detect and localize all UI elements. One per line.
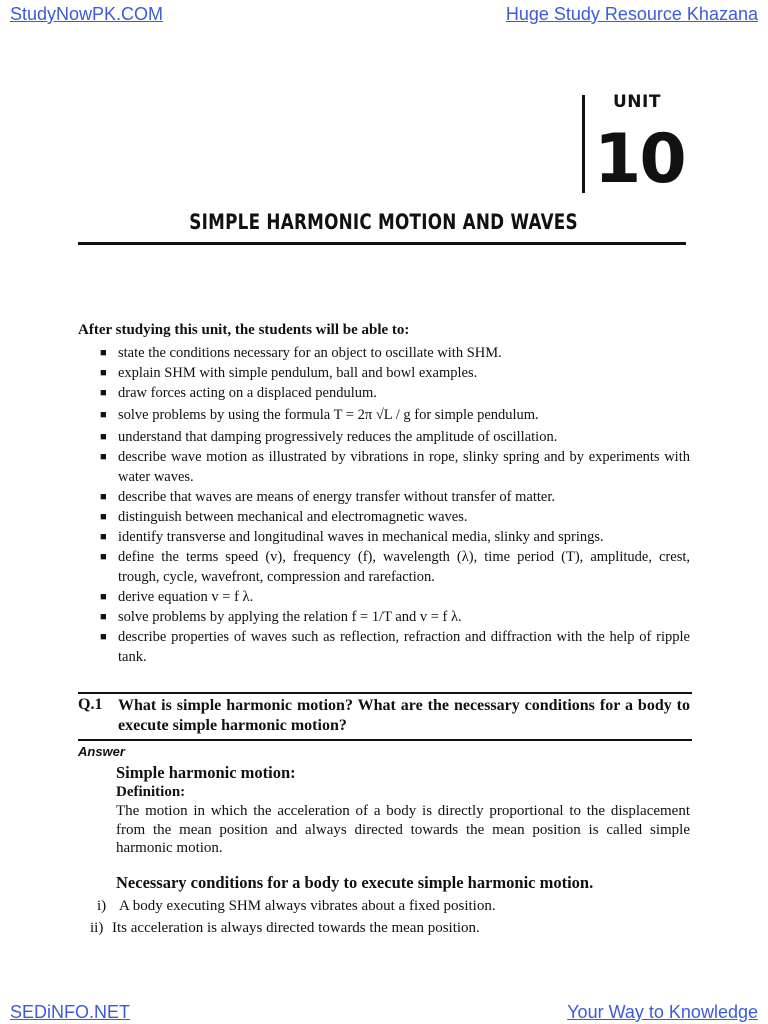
conditions-heading: Necessary conditions for a body to execute simple harmonic motion.: [116, 873, 594, 892]
page-title: SIMPLE HARMONIC MOTION AND WAVES: [189, 210, 578, 234]
unit-divider: [582, 95, 585, 193]
condition-label: ii): [90, 920, 104, 936]
condition-item: [97, 898, 496, 915]
question-number: Q.1: [78, 696, 103, 713]
objective-item: ■ describe properties of waves such as reflection, refraction and diffraction with the help of ripple tank.: [100, 629, 690, 665]
objective-item: ■ solve problems by using the formula T = 2π √L / g for simple pendulum.: [100, 403, 690, 427]
answer-label: Answer: [78, 744, 125, 759]
condition-label: i): [97, 898, 107, 914]
objective-item: ■ distinguish between mechanical and electromagnetic waves.: [100, 509, 468, 525]
sedinfo-link[interactable]: SEDiNFO.NET: [10, 1002, 131, 1022]
bullet-icon: ■: [100, 591, 107, 603]
question-top-rule: [78, 692, 692, 694]
objectives-list: [100, 343, 690, 667]
bullet-icon: ■: [100, 451, 107, 463]
objective-item: ■ state the conditions necessary for an object to oscillate with SHM.: [100, 345, 502, 361]
bullet-icon: ■: [100, 409, 107, 421]
definition-label: Definition:: [116, 784, 186, 800]
objective-item: ■ identify transverse and longitudinal waves in mechanical media, slinky and springs.: [100, 529, 604, 545]
question-text: What is simple harmonic motion? What are the necessary conditions for a body to execute simple harmonic motion?: [118, 697, 690, 734]
objective-item: ■ describe wave motion as illustrated by vibrations in rope, slinky spring and by experiments with water waves.: [100, 449, 690, 485]
bullet-icon: ■: [100, 511, 107, 523]
condition-text: Its acceleration is always directed towards the mean position.: [112, 920, 480, 936]
objective-item: ■ draw forces acting on a displaced pendulum.: [100, 385, 377, 401]
bullet-icon: ■: [100, 431, 107, 443]
condition-text: A body executing SHM always vibrates about a fixed position.: [119, 898, 496, 914]
objective-item: ■ solve problems by applying the relation f = 1/T and v = f λ.: [100, 609, 462, 625]
study-resource-link[interactable]: Huge Study Resource Khazana: [505, 4, 758, 24]
title-rule: [78, 242, 686, 245]
bullet-icon: ■: [100, 347, 107, 359]
objective-item: ■ explain SHM with simple pendulum, ball and bowl examples.: [100, 365, 478, 381]
bullet-icon: ■: [100, 531, 107, 543]
bullet-icon: ■: [100, 611, 107, 623]
bullet-icon: ■: [100, 631, 107, 643]
objective-item: ■ describe that waves are means of energy transfer without transfer of matter.: [100, 489, 555, 505]
shm-heading: Simple harmonic motion:: [116, 763, 296, 782]
objective-item: ■ understand that damping progressively reduces the amplitude of oscillation.: [100, 429, 558, 445]
objective-item: ■ define the terms speed (v), frequency (f), wavelength (λ), time period (T), amplitude, crest, trough, cycle, wavefront, compression and rarefaction.: [100, 549, 690, 585]
unit-label: UNIT: [613, 92, 661, 112]
studynowpk-link[interactable]: StudyNowPK.COM: [10, 4, 164, 24]
bullet-icon: ■: [100, 551, 107, 563]
bullet-icon: ■: [100, 367, 107, 379]
knowledge-link[interactable]: Your Way to Knowledge: [567, 1002, 758, 1022]
unit-number: 10: [594, 120, 685, 199]
condition-item: [90, 920, 480, 937]
definition-text: The motion in which the acceleration of a body is directly proportional to the displacement from the mean position and always directed towards the mean position is called simple harmonic motion.: [116, 803, 690, 856]
objective-item: ■ derive equation v = f λ.: [100, 589, 254, 605]
question-bottom-rule: [78, 739, 692, 741]
bullet-icon: ■: [100, 491, 107, 503]
bullet-icon: ■: [100, 387, 107, 399]
objectives-intro: After studying this unit, the students will be able to:: [78, 322, 410, 338]
